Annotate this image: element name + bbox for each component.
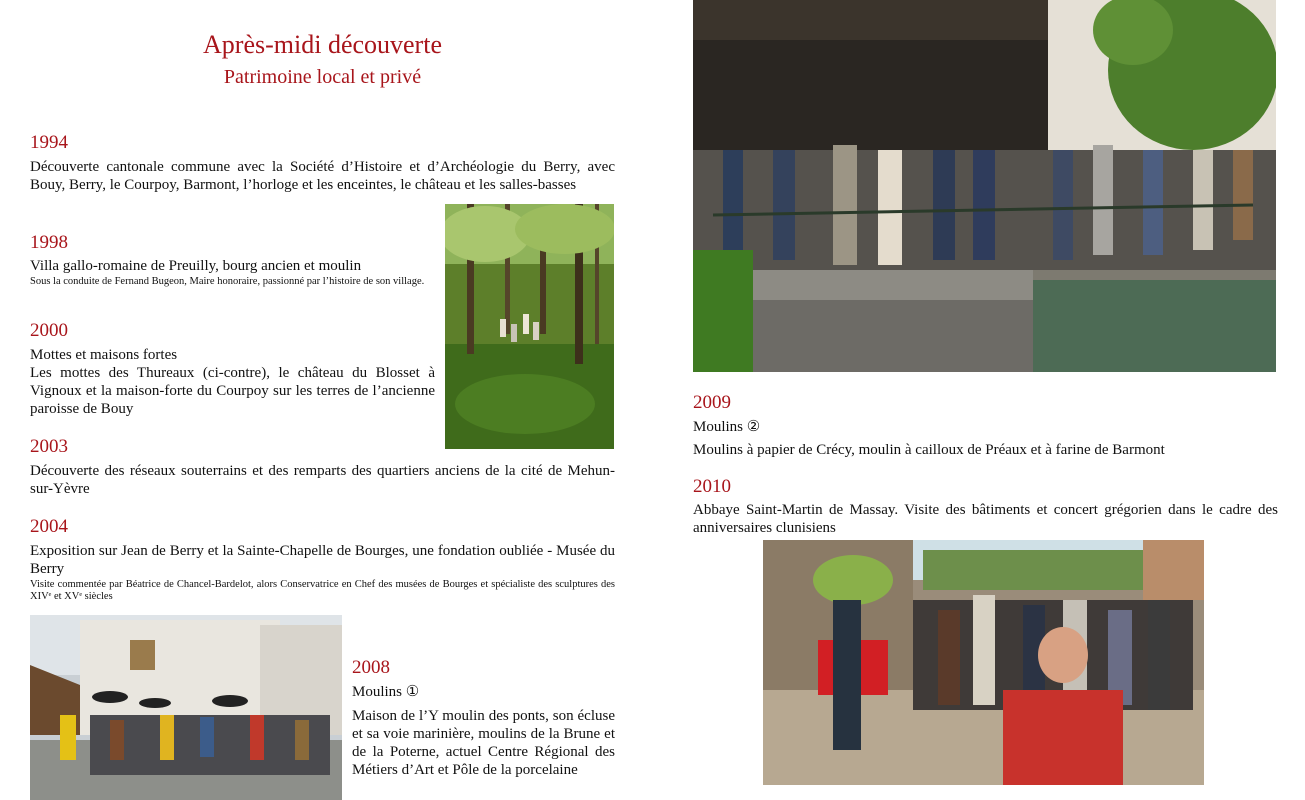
year-1998: 1998 — [30, 232, 68, 253]
entry-2008-text: Maison de l’Y moulin des ponts, son écluse et sa voie marinière, moulins de la Brune et de la Poterne, actuel Centre Régional des Métiers d’Art et Pôle de la porcelaine — [352, 708, 615, 778]
year-2003: 2003 — [30, 436, 68, 457]
entry-2003-text: Découverte des réseaux souterrains et des remparts des quartiers anciens de la cité de Mehun-sur-Yèvre — [30, 463, 615, 497]
crecy-mill-photo — [693, 0, 1276, 372]
entry-2008-heading: Moulins ① — [352, 684, 420, 700]
year-2010: 2010 — [693, 476, 731, 497]
year-2008: 2008 — [352, 657, 390, 678]
forest-photo — [445, 204, 614, 449]
entry-2004-note: Visite commentée par Béatrice de Chancel-Bardelot, alors Conservatrice en Chef des musées de Bourges et spécialiste des sculptures des XIVᵉ et XVᵉ siècles — [30, 579, 615, 602]
entry-2004-text: Exposition sur Jean de Berry et la Sainte-Chapelle de Bourges, une fondation oubliée - Musée du Berry — [30, 543, 615, 577]
mill-group-photo — [30, 615, 342, 800]
year-2004: 2004 — [30, 516, 68, 537]
entry-2000-text: Les mottes des Thureaux (ci-contre), le château du Blosset à Vignoux et la maison-forte du Courpoy sur les terres de l’ancienne paroisse de Bouy — [30, 365, 435, 417]
entry-2000-heading: Mottes et maisons fortes — [30, 347, 178, 363]
massay-abbey-photo — [763, 540, 1204, 785]
entry-2009-text: Moulins à papier de Crécy, moulin à cailloux de Préaux et à farine de Barmont — [693, 442, 1165, 458]
page-subtitle: Patrimoine local et privé — [223, 66, 422, 88]
year-1994: 1994 — [30, 132, 68, 153]
entry-1998-note: Sous la conduite de Fernand Bugeon, Maire honoraire, passionné par l’histoire de son village. — [30, 276, 425, 287]
entry-1994-text: Découverte cantonale commune avec la Société d’Histoire et d’Archéologie du Berry, avec Bouy, Berry, le Courpoy, Barmont, l’horloge et les enceintes, le château et les salles-basses — [30, 159, 615, 193]
entry-2010-text: Abbaye Saint-Martin de Massay. Visite des bâtiments et concert grégorien dans le cadre des anniversaires clunisiens — [693, 502, 1278, 536]
entry-2009-heading: Moulins ② — [693, 419, 761, 435]
year-2000: 2000 — [30, 320, 68, 341]
entry-1998-text: Villa gallo-romaine de Preuilly, bourg ancien et moulin — [30, 258, 362, 274]
page-title: Après-midi découverte — [203, 30, 442, 59]
year-2009: 2009 — [693, 392, 731, 413]
